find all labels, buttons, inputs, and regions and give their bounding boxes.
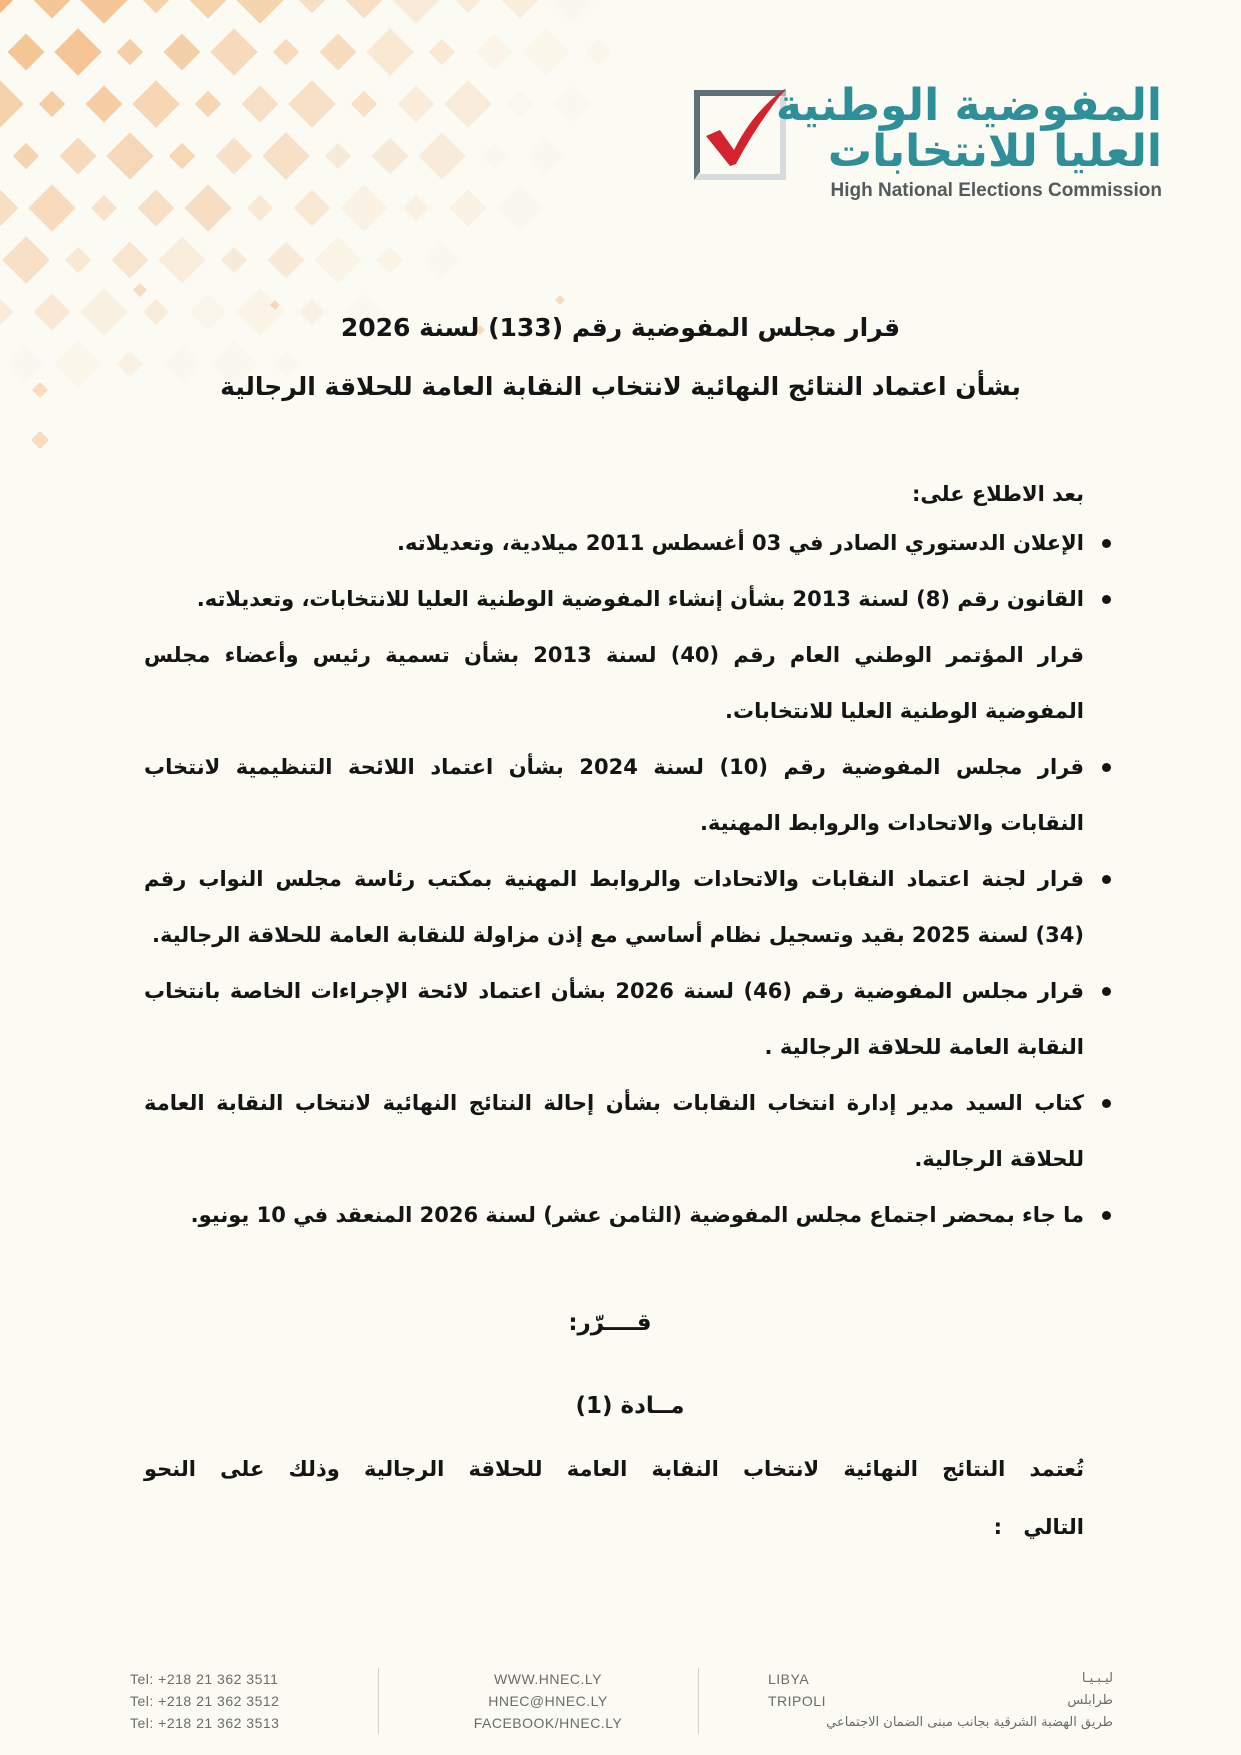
pattern-diamond — [450, 190, 487, 227]
pattern-diamond — [424, 242, 461, 279]
pattern-diamond — [262, 132, 310, 180]
clause-item: الإعلان الدستوري الصادر في 03 أغسطس 2011 ميلادية، وتعديلاته. — [144, 515, 1084, 571]
phone-line: Tel: +218 21 362 3513 — [130, 1715, 280, 1731]
pattern-diamond — [164, 34, 201, 71]
footer — [0, 1668, 1241, 1748]
pattern-diamond — [54, 28, 102, 76]
pattern-diamond — [299, 0, 325, 13]
pattern-diamond — [273, 39, 299, 65]
pattern-diamond — [133, 283, 147, 297]
footer-web — [448, 1668, 648, 1734]
pattern-diamond — [392, 0, 440, 24]
pattern-diamond — [65, 247, 91, 273]
pattern-diamond — [0, 0, 13, 13]
clause-item: كتاب السيد مدير إدارة انتخاب النقابات بشأن إحالة النتائج النهائية لانتخاب النقابة العامة للحلاقة الرجالية. — [144, 1075, 1084, 1187]
pattern-diamond — [314, 236, 362, 284]
footer-divider — [378, 1668, 379, 1734]
pattern-diamond — [455, 0, 481, 13]
pattern-diamond — [34, 0, 71, 18]
pattern-diamond — [216, 138, 253, 175]
footer-phones — [130, 1668, 279, 1734]
pattern-diamond — [169, 143, 195, 169]
pattern-diamond — [476, 34, 513, 71]
pattern-diamond — [0, 80, 24, 128]
pattern-diamond — [247, 195, 273, 221]
pattern-diamond — [80, 0, 128, 24]
pattern-diamond — [522, 28, 570, 76]
clause-item: قرار المؤتمر الوطني العام رقم (40) لسنة 2013 بشأن تسمية رئيس وأعضاء مجلس المفوضية الوطنية العليا للانتخابات. — [144, 643, 1084, 723]
pattern-diamond — [190, 0, 227, 18]
pattern-diamond — [138, 190, 175, 227]
pattern-diamond — [528, 138, 565, 175]
pattern-diamond — [325, 143, 351, 169]
decision-heading: قــــرّر: — [568, 1310, 652, 1336]
pattern-diamond — [31, 431, 49, 449]
article-heading: مــادة (1) — [575, 1393, 685, 1419]
preamble-heading: بعد الاطلاع على: — [912, 482, 1084, 506]
pattern-diamond — [60, 138, 97, 175]
clause-item: قرار لجنة اعتماد النقابات والاتحادات والروابط المهنية بمكتب رئاسة مجلس النواب رقم (34) لسنة 2025 بقيد وتسجيل نظام أساسي مع إذن مزاولة للنقابة العامة للحلاقة الرجالية. — [144, 851, 1084, 963]
phone-line: Tel: +218 21 362 3512 — [130, 1693, 280, 1709]
pattern-diamond — [496, 184, 544, 232]
pattern-diamond — [117, 39, 143, 65]
pattern-diamond — [132, 80, 180, 128]
footer-address-arabic — [826, 1668, 1113, 1734]
pattern-diamond — [548, 0, 596, 24]
street-ar: طريق الهضبة الشرقية بجانب مبنى الضمان الاجتماعي — [826, 1715, 1113, 1730]
pattern-diamond — [372, 138, 409, 175]
pattern-diamond — [2, 236, 50, 284]
pattern-diamond — [28, 184, 76, 232]
pattern-diamond — [554, 86, 591, 123]
pattern-diamond — [236, 0, 284, 24]
decorative-pattern — [0, 0, 760, 520]
country: LIBYA — [768, 1671, 810, 1687]
pattern-diamond — [39, 91, 65, 117]
logo-english-name: High National Elections Commission — [830, 180, 1162, 201]
pattern-diamond — [221, 247, 247, 273]
clause-item: ما جاء بمحضر اجتماع مجلس المفوضية (الثامن عشر) لسنة 2026 المنعقد في 10 يونيو. — [144, 1187, 1084, 1243]
pattern-diamond — [288, 80, 336, 128]
pattern-diamond — [444, 80, 492, 128]
pattern-diamond — [13, 143, 39, 169]
clause-item: قرار مجلس المفوضية رقم (46) لسنة 2026 بشأن اعتماد لائحة الإجراءات الخاصة بانتخاب النقابة العامة للحلاقة الرجالية . — [144, 963, 1084, 1075]
email-link[interactable]: HNEC@HNEC.LY — [488, 1693, 608, 1709]
pattern-diamond — [346, 0, 383, 18]
facebook-link[interactable]: FACEBOOK/HNEC.LY — [473, 1715, 623, 1731]
pattern-diamond — [429, 39, 455, 65]
pattern-diamond — [320, 34, 357, 71]
pattern-diamond — [195, 91, 221, 117]
pattern-diamond — [294, 190, 331, 227]
logo-arabic-line2: العليا للانتخابات — [827, 126, 1162, 177]
pattern-diamond — [366, 28, 414, 76]
pattern-diamond — [143, 0, 169, 13]
pattern-diamond — [158, 236, 206, 284]
pattern-diamond — [585, 39, 611, 65]
pattern-diamond — [91, 195, 117, 221]
pattern-diamond — [351, 91, 377, 117]
pattern-diamond — [403, 195, 429, 221]
phone-line: Tel: +218 21 362 3511 — [130, 1671, 279, 1687]
city: TRIPOLI — [768, 1693, 826, 1709]
pattern-diamond — [507, 91, 533, 117]
pattern-diamond — [481, 143, 507, 169]
website-link[interactable]: WWW.HNEC.LY — [494, 1671, 602, 1687]
pattern-diamond — [268, 242, 305, 279]
pattern-diamond — [398, 86, 435, 123]
footer-address-latin — [768, 1668, 826, 1712]
pattern-diamond — [86, 86, 123, 123]
city-ar: طرابلس — [1067, 1693, 1113, 1708]
article-body: تُعتمد النتائج النهائية لانتخاب النقابة العامة للحلاقة الرجالية وذلك على النحو التالي : — [144, 1457, 1084, 1539]
pattern-diamond — [340, 184, 388, 232]
clause-item: القانون رقم (8) لسنة 2013 بشأن إنشاء المفوضية الوطنية العليا للانتخابات، وتعديلاته. — [144, 571, 1084, 627]
footer-divider — [698, 1668, 699, 1734]
pattern-diamond — [106, 132, 154, 180]
pattern-diamond — [377, 247, 403, 273]
pattern-diamond — [555, 295, 565, 305]
country-ar: ليـبـيـا — [1081, 1671, 1113, 1686]
pattern-diamond — [242, 86, 279, 123]
pattern-diamond — [184, 184, 232, 232]
clause-item: قرار مجلس المفوضية رقم (10) لسنة 2024 بشأن اعتماد اللائحة التنظيمية لانتخاب النقابات والاتحادات والروابط المهنية. — [144, 739, 1084, 851]
pattern-diamond — [0, 190, 18, 227]
pattern-diamond — [502, 0, 539, 18]
logo-arabic-line1: المفوضية الوطنية — [775, 80, 1162, 131]
pattern-diamond — [8, 34, 45, 71]
pattern-diamond — [418, 132, 466, 180]
pattern-diamond — [112, 242, 149, 279]
decision-subject: بشأن اعتماد النتائج النهائية لانتخاب النقابة العامة للحلاقة الرجالية — [220, 372, 1021, 401]
pattern-diamond — [210, 28, 258, 76]
decision-title: قرار مجلس المفوضية رقم (133) لسنة 2026 — [340, 313, 901, 342]
hnec-logo — [690, 80, 1170, 204]
